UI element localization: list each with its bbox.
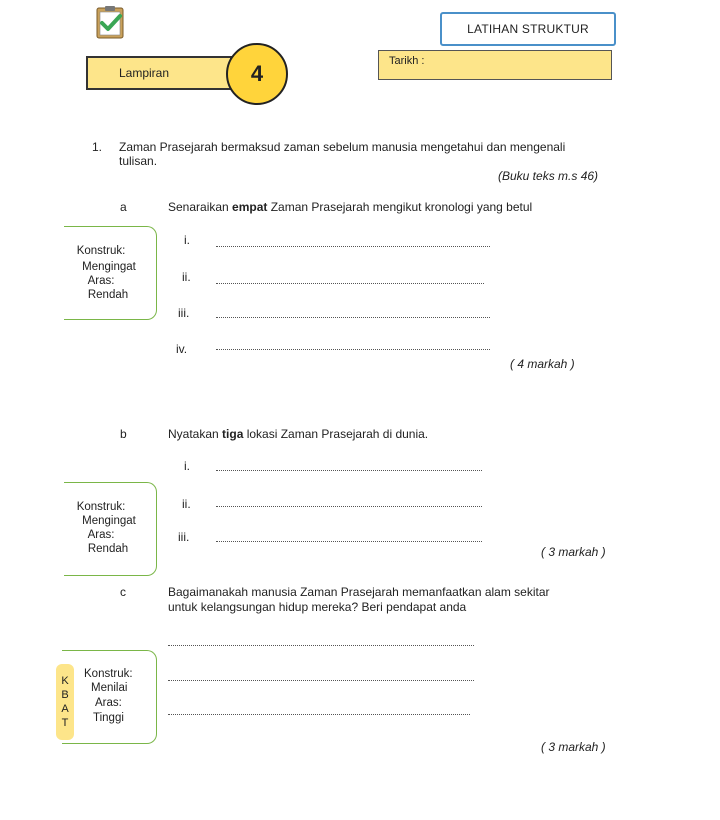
part-a-question	[168, 200, 532, 215]
part-b-keyword: tiga	[222, 427, 244, 441]
answer-a-line-1[interactable]	[216, 246, 490, 247]
level-value-a: Rendah	[87, 289, 129, 301]
construct-value-c: Menilai	[91, 682, 128, 694]
answer-c-line-2[interactable]	[168, 680, 474, 681]
part-c-label: c	[120, 585, 126, 599]
construct-value-b: Mengingat	[82, 515, 136, 527]
level-label-a: Aras:	[87, 275, 115, 287]
lampiran-number-circle	[226, 43, 288, 105]
level-value-b: Rendah	[87, 543, 129, 555]
checklist-clipboard-icon	[92, 4, 128, 40]
answer-b-label-2: ii.	[182, 497, 191, 511]
part-a-text-start: Senaraikan	[168, 200, 233, 214]
marks-c: ( 3 markah )	[541, 740, 606, 754]
level-label-b: Aras:	[87, 529, 115, 541]
answer-c-line-3[interactable]	[168, 714, 470, 715]
construct-value-a: Mengingat	[82, 261, 136, 273]
answer-a-label-2: ii.	[182, 270, 191, 284]
level-label-c: Aras:	[95, 697, 122, 709]
answer-b-line-2[interactable]	[216, 506, 482, 507]
part-c-question-line1: Bagaimanakah manusia Zaman Prasejarah memanfaatkan alam sekitar	[168, 585, 550, 599]
answer-c-line-1[interactable]	[168, 645, 474, 646]
construct-label-c: Konstruk:	[84, 668, 133, 680]
answer-b-line-3[interactable]	[216, 541, 482, 542]
part-b-label: b	[120, 427, 127, 441]
construct-label-b: Konstruk:	[76, 501, 126, 513]
kbat-badge	[56, 664, 74, 740]
answer-a-line-4[interactable]	[216, 349, 490, 350]
answer-a-line-2[interactable]	[216, 283, 484, 284]
lampiran-number: 4	[250, 61, 264, 86]
marks-a: ( 4 markah )	[510, 357, 575, 371]
worksheet-title: LATIHAN STRUKTUR	[440, 12, 616, 46]
question-text: Zaman Prasejarah bermaksud zaman sebelum manusia mengetahui dan mengenali	[119, 140, 566, 154]
lampiran-label: Lampiran	[118, 66, 170, 80]
answer-a-label-3: iii.	[178, 306, 190, 320]
answer-a-line-3[interactable]	[216, 317, 490, 318]
question-text-line2: tulisan.	[119, 154, 158, 168]
marks-b: ( 3 markah )	[541, 545, 606, 559]
level-value-c: Tinggi	[93, 712, 124, 724]
kbat-letter-b: B	[61, 689, 69, 701]
kbat-letter-k: K	[61, 675, 69, 687]
kbat-letter-a: A	[61, 703, 69, 715]
part-a-keyword: empat	[232, 200, 268, 214]
part-b-text-start: Nyatakan	[168, 427, 223, 441]
part-a-label: a	[120, 200, 127, 214]
part-b-question	[168, 427, 428, 442]
date-field[interactable]	[378, 50, 612, 80]
answer-b-label-3: iii.	[178, 530, 190, 544]
part-c-question-line2: untuk kelangsungan hidup mereka? Beri pendapat anda	[168, 600, 467, 614]
answer-b-label-1: i.	[184, 459, 190, 473]
textbook-reference: (Buku teks m.s 46)	[498, 169, 599, 183]
lampiran-label-box	[86, 56, 232, 90]
date-label: Tarikh :	[389, 55, 425, 67]
construct-label-a: Konstruk:	[76, 245, 126, 257]
question-number: 1.	[92, 140, 103, 154]
answer-a-label-4: iv.	[176, 342, 188, 356]
part-b-text-end: lokasi Zaman Prasejarah di dunia.	[243, 427, 429, 441]
answer-b-line-1[interactable]	[216, 470, 482, 471]
answer-a-label-1: i.	[184, 233, 190, 247]
part-a-text-end: Zaman Prasejarah mengikut kronologi yang betul	[267, 200, 533, 214]
kbat-letter-t: T	[61, 717, 69, 729]
